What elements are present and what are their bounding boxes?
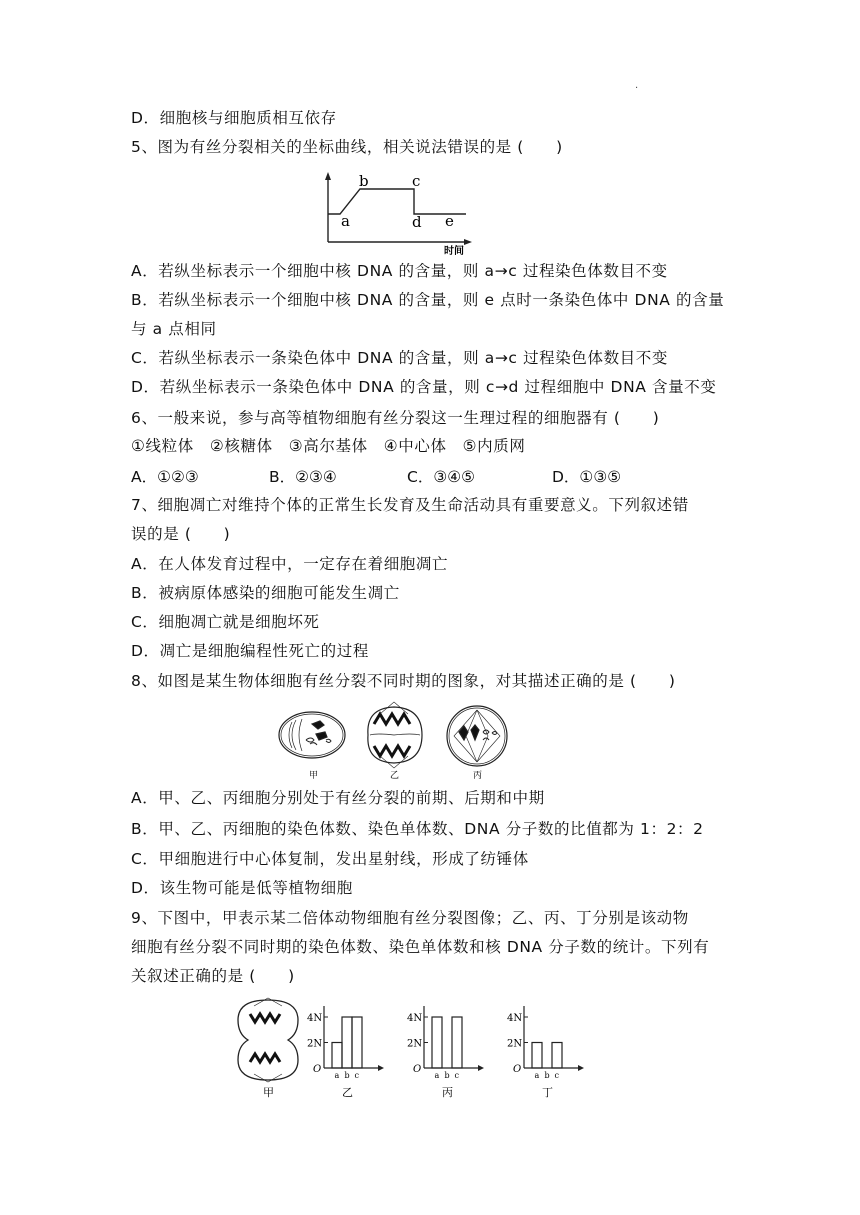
q9-bing-category-c: c <box>454 1071 459 1080</box>
q5-x-axis-label: 时间 <box>444 246 464 256</box>
q6-option-d: D．①③⑤ <box>552 468 622 486</box>
q9-ding-origin: O <box>513 1064 522 1075</box>
q8-option-b: B．甲、乙、丙细胞的染色体数、染色单体数、DNA 分子数的比值都为 1：2：2 <box>131 820 704 838</box>
q9-bing-category-a: a <box>434 1071 440 1080</box>
q9-bing-ytick-label: 4N <box>407 1013 423 1024</box>
q9-ding-ytick-label: 2N <box>507 1038 523 1050</box>
q5-label-e: e <box>445 212 454 230</box>
q9-label-jia: 甲 <box>263 1086 274 1099</box>
header-mark: . <box>635 80 639 91</box>
q7-stem-line2: 误的是 ( ) <box>131 525 231 543</box>
q9-yi-ytick-label: 2N <box>307 1038 323 1050</box>
q5-label-c: c <box>412 172 421 190</box>
q8-option-a: A．甲、乙、丙细胞分别处于有丝分裂的前期、后期和中期 <box>131 789 545 807</box>
q9-yi-bar-c <box>352 1017 362 1068</box>
q9-yi-bar-b <box>342 1017 352 1068</box>
q5-stem: 5、图为有丝分裂相关的坐标曲线，相关说法错误的是 ( ) <box>131 138 563 156</box>
q9-label-yi: 乙 <box>342 1086 353 1099</box>
q9-ding-category-c: c <box>554 1071 559 1080</box>
q8-label-jia: 甲 <box>309 771 319 781</box>
cell-bing <box>447 706 507 766</box>
q9-bing-bar-a <box>432 1017 442 1068</box>
cell-jia <box>279 712 345 758</box>
q5-option-a: A．若纵坐标表示一个细胞中核 DNA 的含量，则 a→c 过程染色体数目不变 <box>131 262 668 280</box>
q7-option-d: D．凋亡是细胞编程性死亡的过程 <box>131 642 369 660</box>
q5-coordinate-graph <box>318 170 478 256</box>
q6-option-a: A．①②③ <box>131 468 199 486</box>
q5-y-arrow <box>325 172 331 180</box>
q8-option-c: C．甲细胞进行中心体复制，发出星射线，形成了纺锤体 <box>131 850 529 868</box>
q5-label-b: b <box>359 172 369 190</box>
q9-yi-origin: O <box>313 1064 322 1075</box>
q9-yi-bar-a <box>332 1043 342 1069</box>
q9-ding-ytick-label: 4N <box>507 1013 523 1024</box>
q9-bing-origin: O <box>413 1064 422 1075</box>
q9-stem-line3: 关叙述正确的是 ( ) <box>131 967 295 985</box>
q7-option-a: A．在人体发育过程中，一定存在着细胞凋亡 <box>131 555 449 573</box>
q5-curve <box>328 189 466 214</box>
q5-label-d: d <box>412 213 422 231</box>
q6-option-b: B．②③④ <box>269 468 337 486</box>
q9-bing-category-b: b <box>444 1071 450 1080</box>
q6-items: ①线粒体 ②核糖体 ③高尔基体 ④中心体 ⑤内质网 <box>131 437 526 455</box>
q5-option-b-line1: B．若纵坐标表示一个细胞中核 DNA 的含量，则 e 点时一条染色体中 DNA 的含量 <box>131 291 725 309</box>
q7-option-c: C．细胞凋亡就是细胞坏死 <box>131 613 320 631</box>
q9-yi-category-a: a <box>334 1071 340 1080</box>
q5-x-arrow <box>464 239 472 245</box>
q9-ding-category-b: b <box>544 1071 550 1080</box>
cell-yi <box>368 702 422 768</box>
q9-figure <box>232 996 598 1100</box>
q8-label-bing: 丙 <box>473 771 483 781</box>
q5-option-c: C．若纵坐标表示一条染色体中 DNA 的含量，则 a→c 过程染色体数目不变 <box>131 349 668 367</box>
q6-stem: 6、一般来说，参与高等植物细胞有丝分裂这一生理过程的细胞器有 ( ) <box>131 409 660 427</box>
q9-ding-category-a: a <box>534 1071 540 1080</box>
q9-stem-line2: 细胞有丝分裂不同时期的染色体数、染色单体数和核 DNA 分子数的统计。下列有 <box>131 938 710 956</box>
q9-bing-bar-c <box>452 1017 462 1068</box>
q5-label-a: a <box>341 212 350 230</box>
q5-option-d: D．若纵坐标表示一条染色体中 DNA 的含量，则 c→d 过程细胞中 DNA 含量不变 <box>131 378 717 396</box>
q9-yi-category-b: b <box>344 1071 350 1080</box>
q8-cell-figures <box>276 700 520 784</box>
q9-stem-line1: 9、下图中，甲表示某二倍体动物细胞有丝分裂图像；乙、丙、丁分别是该动物 <box>131 909 689 927</box>
q9-label-ding: 丁 <box>542 1086 553 1099</box>
q9-yi-category-c: c <box>354 1071 359 1080</box>
q9-ding-bar-a <box>532 1043 542 1069</box>
q8-label-yi: 乙 <box>390 771 400 781</box>
q9-yi-ytick-label: 4N <box>307 1013 323 1024</box>
q9-ding-bar-c <box>552 1043 562 1069</box>
q9-cell-jia <box>238 998 298 1082</box>
q9-bing-x-arrow <box>478 1065 484 1071</box>
q5-option-b-line2: 与 a 点相同 <box>131 320 217 338</box>
q6-options <box>131 466 691 488</box>
q9-ding-x-arrow <box>578 1065 584 1071</box>
q8-option-d: D．该生物可能是低等植物细胞 <box>131 879 353 897</box>
q9-bing-ytick-label: 2N <box>407 1038 423 1050</box>
q9-label-bing: 丙 <box>442 1086 453 1099</box>
q7-stem-line1: 7、细胞凋亡对维持个体的正常生长发育及生命活动具有重要意义。下列叙述错 <box>131 496 689 514</box>
q6-option-c: C．③④⑤ <box>407 468 476 486</box>
q8-stem: 8、如图是某生物体细胞有丝分裂不同时期的图象，对其描述正确的是 ( ) <box>131 672 676 690</box>
q4-option-d: D．细胞核与细胞质相互依存 <box>131 109 337 127</box>
q9-yi-x-arrow <box>378 1065 384 1071</box>
q7-option-b: B．被病原体感染的细胞可能发生凋亡 <box>131 584 400 602</box>
